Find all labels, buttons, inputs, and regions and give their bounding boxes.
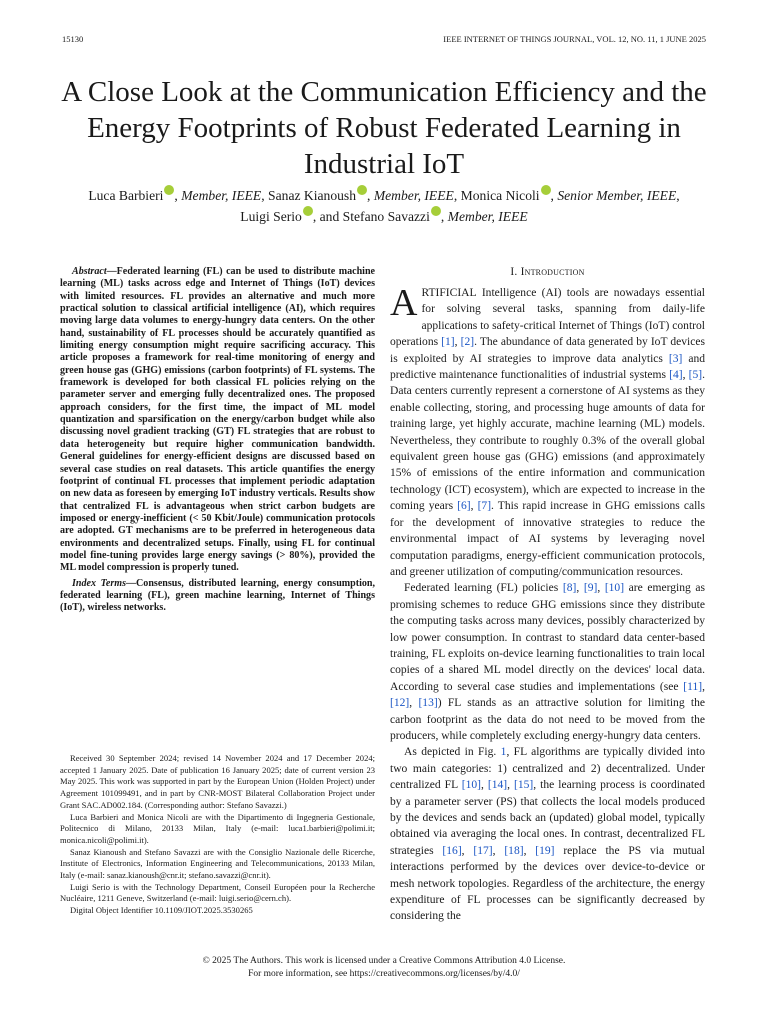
text-run: Intelligence (AI) tools are nowadays essential for solving several tasks, spanning from daily-life applications to safety-critical Internet of Things (IoT) control operations [390, 287, 705, 349]
text-run: and predictive maintenance functionalities of industrial systems [390, 352, 705, 382]
drop-cap: A [390, 282, 418, 324]
citation-link[interactable]: [2] [460, 336, 475, 349]
footnotes [60, 753, 375, 917]
citation-link[interactable]: [5] [688, 369, 703, 382]
intro-paragraph-3 [390, 744, 705, 924]
author-role: Member, IEEE [373, 188, 454, 203]
journal-info: IEEE INTERNET OF THINGS JOURNAL, VOL. 12, NO. 11, 1 JUNE 2025 [443, 34, 706, 44]
orcid-icon[interactable] [303, 206, 313, 216]
text-run: , [597, 582, 605, 595]
text-run: . The abundance of data generated by IoT devices is exploited by AI strategies to improve data analytics [390, 336, 705, 365]
right-column [390, 266, 705, 925]
text-run: , [409, 697, 419, 710]
text-run: , [523, 844, 536, 857]
citation-link[interactable]: [16] [442, 844, 462, 857]
section-number: I. [510, 266, 518, 278]
citation-link[interactable]: [10] [461, 779, 481, 792]
abstract [60, 266, 375, 575]
text-run: , [507, 779, 515, 792]
footnote-received: Received 30 September 2024; revised 14 November 2024 and 17 December 2024; accepted 1 January 2025. Date of publication 16 January 2025; date of current version 23 May 2025. This work was supported in part by the European Union (Holden Project) under Agreement 101099491, and in part by CNR-MOST Bilateral Collaboration Project under Grant SAC.AD002.184. (Corresponding author: Stefano Savazzi.) [60, 753, 375, 810]
author-name: Luigi Serio [240, 209, 302, 224]
index-terms [60, 578, 375, 615]
author-name: Stefano Savazzi [342, 209, 430, 224]
license-notice [0, 955, 768, 981]
orcid-icon[interactable] [357, 185, 367, 195]
intro-paragraph-1 [390, 282, 705, 580]
text-run: , [461, 844, 474, 857]
intro-paragraph-2 [390, 580, 705, 744]
orcid-icon[interactable] [164, 185, 174, 195]
section-heading [390, 266, 705, 278]
footnote-doi: Digital Object Identifier 10.1109/JIOT.2025.3530265 [70, 905, 253, 916]
text-run: , FL algorithms are typically divided into two main categories: 1) centralized and 2) decentralized. Under centralized FL [390, 746, 705, 792]
citation-link[interactable]: [10] [604, 582, 625, 595]
text-run: As depicted in Fig. [404, 746, 501, 759]
citation-link[interactable]: [4] [669, 369, 683, 382]
author-name: Luca Barbieri [88, 188, 164, 203]
author-name: Monica Nicoli [460, 188, 540, 203]
citation-link[interactable]: [6] [457, 500, 471, 513]
text-run: , [470, 500, 478, 513]
text-run: , [702, 680, 705, 693]
citation-link[interactable]: [9] [583, 582, 598, 595]
page-number: 15130 [62, 34, 84, 44]
text-run: Federated learning (FL) policies [404, 582, 563, 595]
figure-link[interactable]: 1 [500, 746, 507, 759]
index-terms-text: —Consensus, distributed learning, energy consumption, federated learning (FL), green machine learning, Internet of Things (IoT), wireless networks. [60, 577, 375, 614]
footnote-affiliation: Luca Barbieri and Monica Nicoli are with the Dipartimento di Ingegneria Gestionale, Politecnico di Milano, 20133 Milan, Italy (e-mail: luca1.barbieri@polimi.it; monica.nicoli@polimi.it). [60, 811, 375, 845]
citation-link[interactable]: [13] [418, 697, 438, 710]
paper-title: A Close Look at the Communication Efficiency and the Energy Footprints of Robust Federated Learning in Industrial IoT [61, 76, 707, 180]
text-run: . This rapid increase in GHG emissions calls for the development of innovative strategies to reduce the environmental impact of AI systems by leveraging novel computation paradigms, energy-efficient communication protocols, and greener utilization of computing/communication resources. [390, 500, 705, 578]
author-name: Sanaz Kianoush [268, 188, 357, 203]
author-list: Luca Barbieri , Member, IEEE, Sanaz Kianoush , Member, IEEE, Monica Nicoli , Senior Member, IEEE, Luigi Serio , and Stefano Savazzi , Member, IEEE [40, 185, 728, 227]
text-run: are emerging as promising schemes to reduce GHG emissions since they distribute the computing tasks across many devices, possibly characterized by low power consumption. In contrast to standard data center-based training, FL exploits on-device learning functionalities to train local copies of a shared ML model directly on the devices' local data. According to several case studies and implementations (see [390, 582, 705, 693]
section-title: Introduction [520, 266, 585, 278]
author-role: Member, IEEE [447, 209, 528, 224]
left-column [60, 266, 375, 615]
author-role: Member, IEEE [181, 188, 262, 203]
author-role: Senior Member, IEEE [557, 188, 677, 203]
abstract-label: Abstract [72, 266, 107, 277]
text-run: replace the PS via mutual interactions performed by the devices over device-to-device or mesh network topologies. Regardless of the architecture, the energy expenditure of FL processes can be significantly decreased by considering the [390, 844, 706, 923]
text-run: , [480, 779, 488, 792]
text-run: , the learning process is coordinated by a parameter server (PS) that collects the local models produced by the devices and sends back an (updated) global model, typically obtained via averaging the local ones. In contrast, decentralized FL strategies [390, 779, 705, 857]
citation-link[interactable]: [7] [477, 500, 492, 513]
text-run: , [576, 582, 584, 595]
citation-link[interactable]: [14] [487, 779, 508, 792]
citation-link[interactable]: [17] [473, 844, 493, 857]
abstract-text: —Federated learning (FL) can be used to distribute machine learning (ML) tasks across edge and Internet of Things (IoT) devices with limited resources. FL provides an alternative and much more practical solution to classical artificial intelligence (AI), which requires moving large data volumes to energy-hungry data centers. On the other hand, sustainability of FL processes should be accurately quantified as limiting energy consumption might require sacrificing accuracy. This article proposes a framework for real-time monitoring of energy and green house gas (GHG) emissions (carbon footprints) of FL systems. The framework is developed for both classical FL policies relying on the parameter server and emerging fully decentralized ones. The proposed approach considers, for the first time, the impact of ML model quantization and sparsification on the energy/carbon budget while also discussing novel gradient tracking (GT) FL strategies that are robust to data heterogeneity but require higher communication bandwidth. General guidelines for energy-efficient designs are discussed based on several case studies on real datasets. This article quantifies the energy footprint of continual FL processes that implement periodic adaptation on new data as foreseen by emerging IoT industry verticals. Results show that centralized FL is advantageous when strict carbon budgets are imposed or energy-inefficient (< 50 Kbit/Joule) communication protocols are adopted. GT mechanisms are to be preferred in heterogeneous data environments and decentralized setups. Finally, using FL for continual model fine-tuning provides large energy savings (> 80%), provided the ML model compression is properly tuned. [60, 266, 375, 574]
citation-link[interactable]: [11] [683, 680, 703, 693]
citation-link[interactable]: [3] [668, 352, 683, 365]
text-run: , [492, 844, 505, 857]
running-header [62, 34, 706, 44]
license-line: © 2025 The Authors. This work is licensed under a Creative Commons Attribution 4.0 License. [202, 956, 566, 966]
text-run: , [454, 336, 461, 349]
orcid-icon[interactable] [431, 206, 441, 216]
citation-link[interactable]: [18] [504, 844, 524, 857]
citation-link[interactable]: [1] [441, 336, 455, 349]
footnote-affiliation: Sanaz Kianoush and Stefano Savazzi are with the Consiglio Nazionale delle Ricerche, Institute of Electronics, Information Engineering and Telecommunications, 20133 Milan, Italy (e-mail: sanaz.kianoush@cnr.it; stefano.savazzi@cnr.it). [60, 846, 375, 881]
license-url-line[interactable]: For more information, see https://creativecommons.org/licenses/by/4.0/ [248, 969, 520, 979]
index-terms-label: Index Terms [72, 577, 126, 589]
orcid-icon[interactable] [541, 185, 551, 195]
text-run: ) FL stands as an attractive solution for limiting the carbon footprint as the data do not need to be moved from the producers, while completely excluding energy-hungry data centers. [390, 697, 706, 742]
text-run: . Data centers currently represent a cornerstone of AI systems as they enable collecting, storing, and processing huge amounts of data for training large, yet highly accurate, machine learning (ML) models. Nevertheless, they contribute to roughly 0.3% of the overall global equivalent green house gas (GHG) emissions (and approximately 15% of emissions of the entire information and communication technology (ICT) ecosystem), which are expected to increase in the coming years [390, 369, 705, 513]
first-word: RTIFICIAL [421, 287, 477, 299]
text-run: , [682, 369, 689, 382]
citation-link[interactable]: [15] [514, 779, 534, 792]
citation-link[interactable]: [19] [535, 844, 555, 857]
citation-link[interactable]: [8] [562, 582, 577, 595]
footnote-affiliation: Luigi Serio is with the Technology Department, Conseil Européen pour la Recherche Nucléaire, 1211 Geneve, Switzerland (e-mail: luigi.serio@cern.ch). [60, 881, 375, 904]
citation-link[interactable]: [12] [390, 697, 410, 710]
